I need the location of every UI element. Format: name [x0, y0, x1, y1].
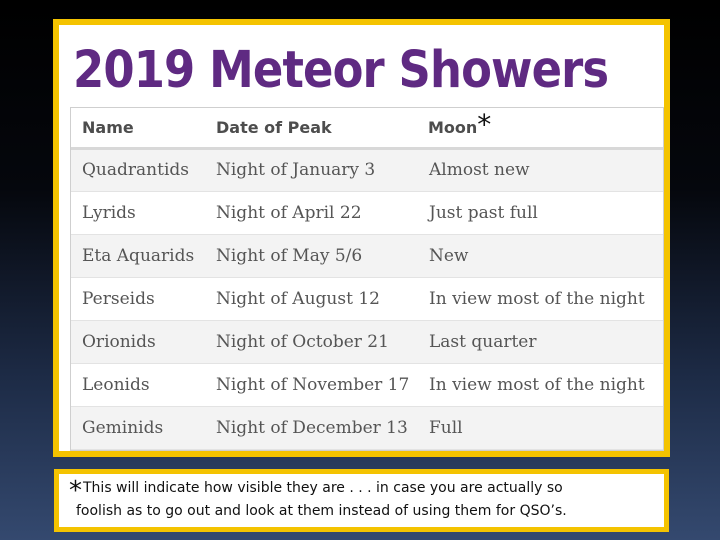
shower-name-cell: Eta Aquarids — [71, 234, 205, 277]
shower-name-cell: Lyrids — [71, 191, 205, 234]
shower-name-cell: Leonids — [71, 363, 205, 406]
column-header-date-of-peak: Date of Peak — [205, 108, 417, 148]
peak-date-cell: Night of January 3 — [205, 148, 417, 191]
visibility-note-text-1: This will indicate how visible they are . . . in case you are actually so — [83, 480, 563, 496]
meteor-table-frame — [53, 19, 670, 457]
column-header-moon — [417, 108, 664, 148]
slide-title: 2019 Meteor Showers — [73, 41, 609, 100]
table-row — [71, 148, 664, 191]
table-header-row — [71, 108, 664, 148]
moon-cell: New — [417, 234, 664, 277]
shower-name-cell: Quadrantids — [71, 148, 205, 191]
peak-date-cell: Night of August 12 — [205, 277, 417, 320]
moon-cell: Full — [417, 406, 664, 449]
moon-cell: Last quarter — [417, 320, 664, 363]
moon-header-label: Moon — [428, 117, 478, 137]
moon-cell: Almost new — [417, 148, 664, 191]
table-row — [71, 191, 664, 234]
moon-cell: Just past full — [417, 191, 664, 234]
table-row — [71, 277, 664, 320]
shower-name-cell: Perseids — [71, 277, 205, 320]
moon-header-asterisk: * — [477, 107, 492, 141]
table-row — [71, 234, 664, 277]
peak-date-cell: Night of May 5/6 — [205, 234, 417, 277]
moon-header-label-wrap — [428, 107, 492, 141]
peak-date-cell: Night of October 21 — [205, 320, 417, 363]
peak-date-cell: Night of November 17 — [205, 363, 417, 406]
table-row — [71, 363, 664, 406]
note-asterisk: * — [69, 476, 82, 506]
visibility-note-box — [54, 469, 669, 532]
column-header-name: Name — [71, 108, 205, 148]
shower-name-cell: Orionids — [71, 320, 205, 363]
peak-date-cell: Night of December 13 — [205, 406, 417, 449]
meteor-showers-table-container — [70, 107, 664, 451]
visibility-note-line-1 — [66, 476, 664, 506]
visibility-note-line-2: foolish as to go out and look at them instead of using them for QSO’s. — [76, 503, 567, 519]
peak-date-cell: Night of April 22 — [205, 191, 417, 234]
table-row — [71, 406, 664, 449]
table-row — [71, 320, 664, 363]
shower-name-cell: Geminids — [71, 406, 205, 449]
moon-cell: In view most of the night — [417, 277, 664, 320]
meteor-showers-table — [71, 108, 664, 450]
moon-cell: In view most of the night — [417, 363, 664, 406]
